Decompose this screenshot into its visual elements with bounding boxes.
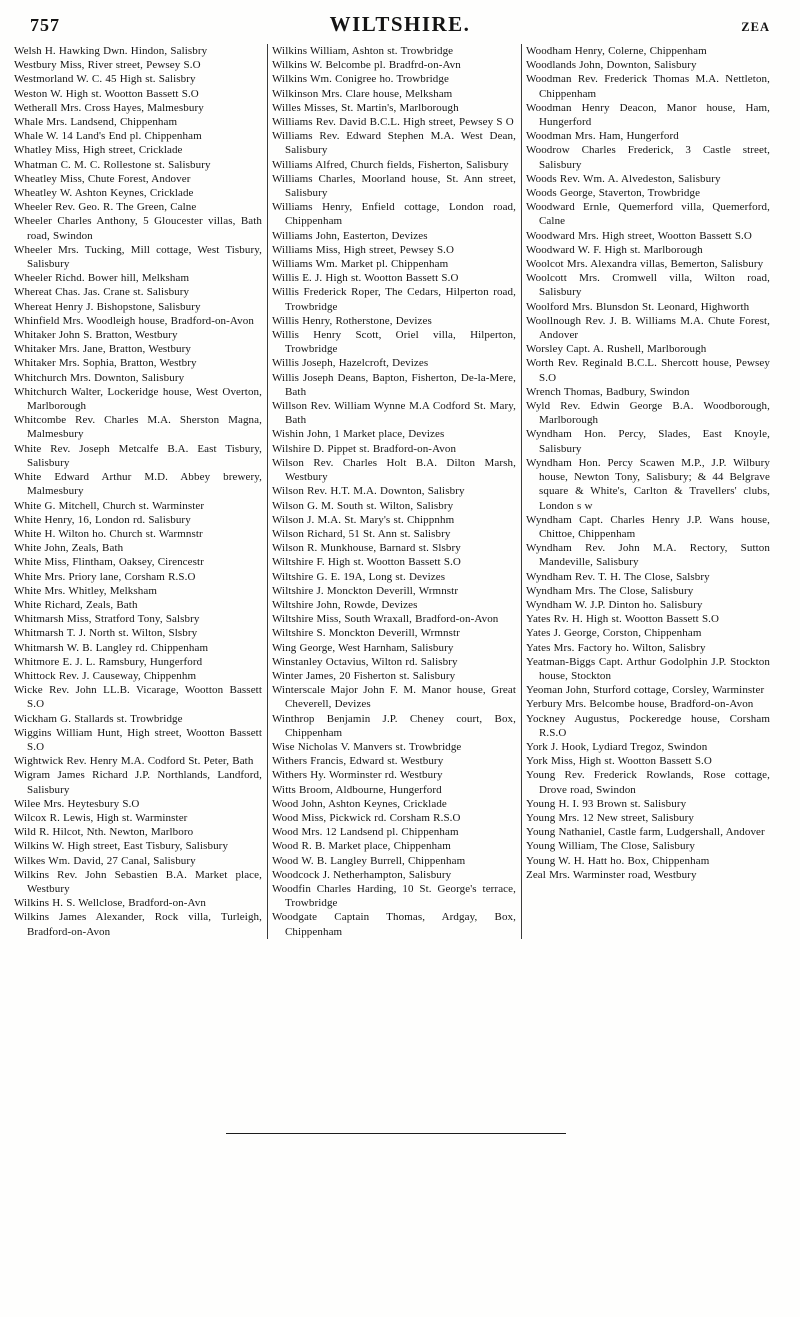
- directory-entry: Williams Miss, High street, Pewsey S.O: [272, 243, 455, 256]
- directory-entry: Wilkins Rev. John Sebastien B.A. Market place, Westbury: [14, 868, 262, 895]
- directory-entry: Winter James, 20 Fisherton st. Salisbury: [272, 669, 456, 682]
- directory-entry: Woodham Henry, Colerne, Chippenham: [526, 45, 707, 57]
- directory-entry: Welsh H. Hawking Dwn. Hindon, Salisbry: [14, 45, 208, 57]
- directory-entry: Wheatley W. Ashton Keynes, Cricklade: [14, 187, 194, 200]
- directory-entry: White Mrs. Whitley, Melksham: [14, 584, 158, 597]
- directory-entry: Weston W. High st. Wootton Bassett S.O: [14, 87, 199, 100]
- directory-entry: Wiltshire F. High st. Wootton Bassett S.O: [272, 556, 461, 569]
- directory-entry: Wyndham Rev. T. H. The Close, Salsbry: [526, 570, 710, 583]
- directory-entry: Wyndham Capt. Charles Henry J.P. Wans house, Chittoe, Chippenham: [526, 513, 770, 540]
- directory-entry: Williams John, Easterton, Devizes: [272, 229, 428, 242]
- directory-entry: Wild R. Hilcot, Nth. Newton, Marlboro: [14, 826, 194, 839]
- directory-entry: White Richard, Zeals, Bath: [14, 598, 138, 611]
- directory-entry: Woodman Henry Deacon, Manor house, Ham, Hungerford: [526, 101, 770, 129]
- directory-entry: Wetherall Mrs. Cross Hayes, Malmesbury: [14, 101, 204, 114]
- directory-entry: Wilkins W. Belcombe pl. Bradfrd-on-Avn: [272, 59, 461, 72]
- directory-entry: Westbury Miss, River street, Pewsey S.O: [14, 59, 201, 72]
- directory-entry: Whitmarsh W. B. Langley rd. Chippenham: [14, 641, 209, 654]
- directory-entry: Wyndham Mrs. The Close, Salisbury: [526, 584, 694, 597]
- directory-entry: Wiggins William Hunt, High street, Wootton Bassett S.O: [14, 726, 262, 753]
- directory-entry: Whitchurch Mrs. Downton, Salisbury: [14, 371, 185, 384]
- directory-entry: Williams Wm. Market pl. Chippenham: [272, 258, 449, 271]
- directory-entry: Whitmarsh T. J. North st. Wilton, Slsbry: [14, 627, 198, 640]
- directory-entry: Wilkins Wm. Conigree ho. Trowbridge: [272, 73, 449, 86]
- directory-columns: [0, 44, 800, 939]
- directory-entry: Woodman Mrs. Ham, Hungerford: [526, 130, 679, 143]
- directory-entry: Willis Henry Scott, Oriel villa, Hilperton, Trowbridge: [272, 329, 516, 356]
- directory-entry: York J. Hook, Lydiard Tregoz, Swindon: [526, 740, 708, 753]
- directory-entry: Westmorland W. C. 45 High st. Salisbry: [14, 73, 196, 86]
- directory-entry: Young William, The Close, Salisbury: [526, 840, 695, 853]
- directory-entry: Wiltshire John, Rowde, Devizes: [272, 598, 418, 611]
- directory-entry: Williams Henry, Enfield cottage, London road, Chippenham: [272, 201, 516, 228]
- directory-entry: Wickham G. Stallards st. Trowbridge: [14, 712, 183, 725]
- directory-entry: Whale W. 14 Land's End pl. Chippenham: [14, 130, 202, 143]
- directory-entry: Woodman Rev. Frederick Thomas M.A. Nettleton, Chippenham: [526, 73, 770, 100]
- directory-entry: Young W. H. Hatt ho. Box, Chippenham: [526, 854, 710, 867]
- directory-entry: Young H. I. 93 Brown st. Salisbury: [526, 797, 687, 810]
- directory-entry: Withers Hy. Worminster rd. Westbury: [272, 769, 443, 782]
- directory-entry: Wilson Rev. Charles Holt B.A. Dilton Marsh, Westbury: [272, 456, 516, 484]
- directory-entry: Wilson G. M. South st. Wilton, Salisbry: [272, 499, 454, 512]
- directory-entry: Worth Rev. Reginald B.C.L. Shercott house, Pewsey S.O: [526, 357, 770, 384]
- directory-entry: Whereat Chas. Jas. Crane st. Salisbury: [14, 286, 190, 299]
- directory-entry: Whittock Rev. J. Causeway, Chippenhm: [14, 669, 197, 682]
- directory-entry: Wing George, West Harnham, Salisbury: [272, 641, 454, 654]
- directory-entry: Williams Rev. David B.C.L. High street, Pewsey S O: [272, 116, 514, 129]
- directory-entry: Willis Joseph Deans, Bapton, Fisherton, De-la-Mere, Bath: [272, 371, 516, 398]
- directory-entry: Zeal Mrs. Warminster road, Westbury: [526, 868, 697, 881]
- directory-entry: Willis Henry, Rotherstone, Devizes: [272, 314, 432, 327]
- directory-entry: Wood John, Ashton Keynes, Cricklade: [272, 797, 447, 810]
- directory-entry: Yeatman-Biggs Capt. Arthur Godolphin J.P. Stockton house, Stockton: [526, 655, 770, 682]
- directory-entry: Wishin John, 1 Market place, Devizes: [272, 428, 445, 441]
- directory-entry: Wilkins William, Ashton st. Trowbridge: [272, 45, 454, 57]
- directory-entry: Wheeler Richd. Bower hill, Melksham: [14, 272, 190, 285]
- directory-entry: Winterscale Major John F. M. Manor house, Great Cheverell, Devizes: [272, 684, 516, 711]
- directory-entry: Withers Francis, Edward st. Westbury: [272, 755, 444, 768]
- directory-entry: Woodrow Charles Frederick, 3 Castle street, Salisbury: [526, 144, 770, 171]
- directory-entry: Woodward Mrs. High street, Wootton Bassett S.O: [526, 229, 752, 242]
- directory-entry: Willson Rev. William Wynne M.A Codford St. Mary, Bath: [272, 400, 516, 427]
- directory-column-2: [267, 44, 521, 939]
- directory-entry: Whinfield Mrs. Woodleigh house, Bradford-on-Avon: [14, 314, 254, 327]
- directory-entry: Wood R. B. Market place, Chippenham: [272, 840, 451, 853]
- directory-entry: York Miss, High st. Wootton Bassett S.O: [526, 755, 712, 768]
- directory-entry: Woollnough Rev. J. B. Williams M.A. Chute Forest, Andover: [526, 314, 770, 342]
- directory-entry: Wiltshire Miss, South Wraxall, Bradford-on-Avon: [272, 613, 499, 626]
- directory-entry: Wilson R. Munkhouse, Barnard st. Slsbry: [272, 542, 461, 555]
- directory-entry: White Miss, Flintham, Oaksey, Cirencestr: [14, 556, 204, 569]
- directory-entry: Wheeler Mrs. Tucking, Mill cottage, West Tisbury, Salisbury: [14, 243, 262, 271]
- directory-entry: Woodcock J. Netherhampton, Salisbury: [272, 868, 452, 881]
- directory-entry: Whitmarsh Miss, Stratford Tony, Salsbry: [14, 613, 200, 626]
- directory-entry: Wicke Rev. John LL.B. Vicarage, Wootton Bassett S.O: [14, 684, 262, 711]
- directory-entry: Williams Charles, Moorland house, St. Ann street, Salisbury: [272, 172, 516, 200]
- directory-entry: Woodfin Charles Harding, 10 St. George's terrace, Trowbridge: [272, 882, 516, 910]
- directory-entry: Young Rev. Frederick Rowlands, Rose cottage, Drove road, Swindon: [526, 769, 770, 796]
- corner-index-label: ZEA: [741, 20, 770, 34]
- directory-entry: Wilkins H. S. Wellclose, Bradford-on-Avn: [14, 897, 206, 910]
- bottom-divider-rule: [226, 1133, 566, 1134]
- directory-entry: Williams Alfred, Church fields, Fisherton, Salisbury: [272, 158, 509, 171]
- directory-entry: Young Mrs. 12 New street, Salisbury: [526, 811, 694, 824]
- directory-entry: Young Nathaniel, Castle farm, Ludgershall, Andover: [526, 826, 765, 839]
- directory-entry: White Mrs. Priory lane, Corsham R.S.O: [14, 570, 196, 583]
- directory-entry: Whitaker Mrs. Jane, Bratton, Westbury: [14, 343, 192, 356]
- directory-entry: Williams Rev. Edward Stephen M.A. West Dean, Salisbury: [272, 130, 516, 157]
- directory-entry: Wyndham Hon. Percy Scawen M.P., J.P. Wilbury house, Newton Tony, Salisbury; & 44 Belgrave square & White's, Carlton & Travellers' clubs, London s w: [526, 456, 770, 512]
- directory-entry: Whatley Miss, High street, Cricklade: [14, 144, 183, 157]
- directory-entry: Wilkinson Mrs. Clare house, Melksham: [272, 87, 453, 100]
- directory-entry: Wood Miss, Pickwick rd. Corsham R.S.O: [272, 811, 461, 824]
- page-number: 757: [30, 15, 60, 35]
- directory-entry: White G. Mitchell, Church st. Warminster: [14, 499, 205, 512]
- directory-entry: Yockney Augustus, Pockeredge house, Corsham R.S.O: [526, 712, 770, 739]
- directory-entry: Wyndham Rev. John M.A. Rectory, Sutton Mandeville, Salisbury: [526, 542, 770, 569]
- directory-entry: Wyndham Hon. Percy, Slades, East Knoyle, Salisbury: [526, 428, 770, 455]
- directory-entry: Whitaker John S. Bratton, Westbury: [14, 329, 178, 342]
- directory-entry: Wood Mrs. 12 Landsend pl. Chippenham: [272, 826, 459, 839]
- directory-entry: Willis Joseph, Hazelcroft, Devizes: [272, 357, 429, 370]
- directory-entry: Wyndham W. J.P. Dinton ho. Salisbury: [526, 598, 703, 611]
- directory-entry: Winthrop Benjamin J.P. Cheney court, Box, Chippenham: [272, 712, 516, 739]
- directory-entry: Woodlands John, Downton, Salisbury: [526, 59, 697, 72]
- directory-entry: Yeoman John, Sturford cottage, Corsley, Warminster: [526, 684, 765, 697]
- directory-entry: Yates Rv. H. High st. Wootton Bassett S.O: [526, 613, 720, 626]
- directory-entry: Wilee Mrs. Heytesbury S.O: [14, 797, 140, 810]
- directory-entry: White Rev. Joseph Metcalfe B.A. East Tisbury, Salisbury: [14, 442, 262, 469]
- directory-entry: Woodward W. F. High st. Marlborough: [526, 243, 703, 256]
- directory-entry: Wise Nicholas V. Manvers st. Trowbridge: [272, 740, 462, 753]
- directory-entry: Witts Broom, Aldbourne, Hungerford: [272, 783, 442, 796]
- directory-entry: Whitchurch Walter, Lockeridge house, West Overton, Marlborough: [14, 385, 262, 413]
- directory-entry: Yates J. George, Corston, Chippenham: [526, 627, 702, 640]
- directory-entry: Worsley Capt. A. Rushell, Marlborough: [526, 343, 707, 356]
- directory-entry: Wilson Richard, 51 St. Ann st. Salisbry: [272, 527, 451, 540]
- directory-entry: White H. Wilton ho. Church st. Warmnstr: [14, 527, 203, 540]
- directory-entry: White Edward Arthur M.D. Abbey brewery, Malmesbury: [14, 471, 262, 498]
- county-title: WILTSHIRE.: [329, 12, 471, 36]
- directory-entry: Whitmore E. J. L. Ramsbury, Hungerford: [14, 655, 203, 668]
- directory-entry: Whatman C. M. C. Rollestone st. Salisbury: [14, 158, 211, 171]
- directory-entry: Woolcot Mrs. Alexandra villas, Bemerton, Salisbury: [526, 258, 764, 271]
- directory-entry: Whitaker Mrs. Sophia, Bratton, Westbry: [14, 357, 197, 370]
- directory-entry: Whereat Henry J. Bishopstone, Salisbury: [14, 300, 201, 313]
- directory-entry: Wightwick Rev. Henry M.A. Codford St. Peter, Bath: [14, 755, 254, 768]
- page-header: [0, 0, 800, 37]
- directory-column-3: [521, 44, 775, 939]
- directory-entry: Wyld Rev. Edwin George B.A. Woodborough, Marlborough: [526, 400, 770, 427]
- directory-entry: Wilcox R. Lewis, High st. Warminster: [14, 811, 188, 824]
- directory-entry: Woodgate Captain Thomas, Ardgay, Box, Chippenham: [272, 911, 516, 938]
- directory-entry: White John, Zeals, Bath: [14, 542, 124, 555]
- directory-entry: Wheeler Rev. Geo. R. The Green, Calne: [14, 201, 197, 214]
- directory-entry: Woolcott Mrs. Cromwell villa, Wilton road, Salisbury: [526, 272, 770, 299]
- directory-entry: Willis Frederick Roper, The Cedars, Hilperton road, Trowbridge: [272, 286, 516, 313]
- directory-entry: Whale Mrs. Landsend, Chippenham: [14, 116, 178, 129]
- directory-entry: Willis E. J. High st. Wootton Bassett S.O: [272, 272, 459, 285]
- directory-entry: Winstanley Octavius, Wilton rd. Salisbry: [272, 655, 458, 668]
- directory-entry: Wigram James Richard J.P. Northlands, Landford, Salisbury: [14, 769, 262, 796]
- directory-entry: Woods George, Staverton, Trowbridge: [526, 187, 701, 200]
- directory-entry: Wiltshire G. E. 19A, Long st. Devizes: [272, 570, 446, 583]
- directory-entry: White Henry, 16, London rd. Salisbury: [14, 513, 191, 526]
- directory-entry: Wiltshire S. Monckton Deverill, Wrmnstr: [272, 627, 460, 640]
- directory-entry: Wood W. B. Langley Burrell, Chippenham: [272, 854, 466, 867]
- directory-entry: Wilkes Wm. David, 27 Canal, Salisbury: [14, 854, 196, 867]
- directory-entry: Wheatley Miss, Chute Forest, Andover: [14, 172, 191, 185]
- directory-entry: Whitcombe Rev. Charles M.A. Sherston Magna, Malmesbury: [14, 414, 262, 441]
- directory-entry: Willes Misses, St. Martin's, Marlborough: [272, 101, 459, 114]
- directory-entry: Wilson Rev. H.T. M.A. Downton, Salisbry: [272, 485, 465, 498]
- directory-entry: Yerbury Mrs. Belcombe house, Bradford-on-Avon: [526, 698, 754, 711]
- directory-entry: Woods Rev. Wm. A. Alvedeston, Salisbury: [526, 172, 721, 185]
- directory-entry: Wilson J. M.A. St. Mary's st. Chippnhm: [272, 513, 455, 526]
- directory-column-1: [13, 44, 267, 939]
- directory-entry: Wilkins James Alexander, Rock villa, Turleigh, Bradford-on-Avon: [14, 911, 262, 938]
- directory-entry: Woolford Mrs. Blunsdon St. Leonard, Highworth: [526, 300, 750, 313]
- directory-entry: Wilkins W. High street, East Tisbury, Salisbury: [14, 840, 229, 853]
- directory-entry: Wheeler Charles Anthony, 5 Gloucester villas, Bath road, Swindon: [14, 215, 262, 242]
- directory-entry: Woodward Ernle, Quemerford villa, Quemerford, Calne: [526, 201, 770, 228]
- directory-entry: Wilshire D. Pippet st. Bradford-on-Avon: [272, 442, 457, 455]
- directory-entry: Wiltshire J. Monckton Deverill, Wrmnstr: [272, 584, 459, 597]
- directory-entry: Wrench Thomas, Badbury, Swindon: [526, 385, 690, 398]
- directory-entry: Yates Mrs. Factory ho. Wilton, Salisbry: [526, 641, 706, 654]
